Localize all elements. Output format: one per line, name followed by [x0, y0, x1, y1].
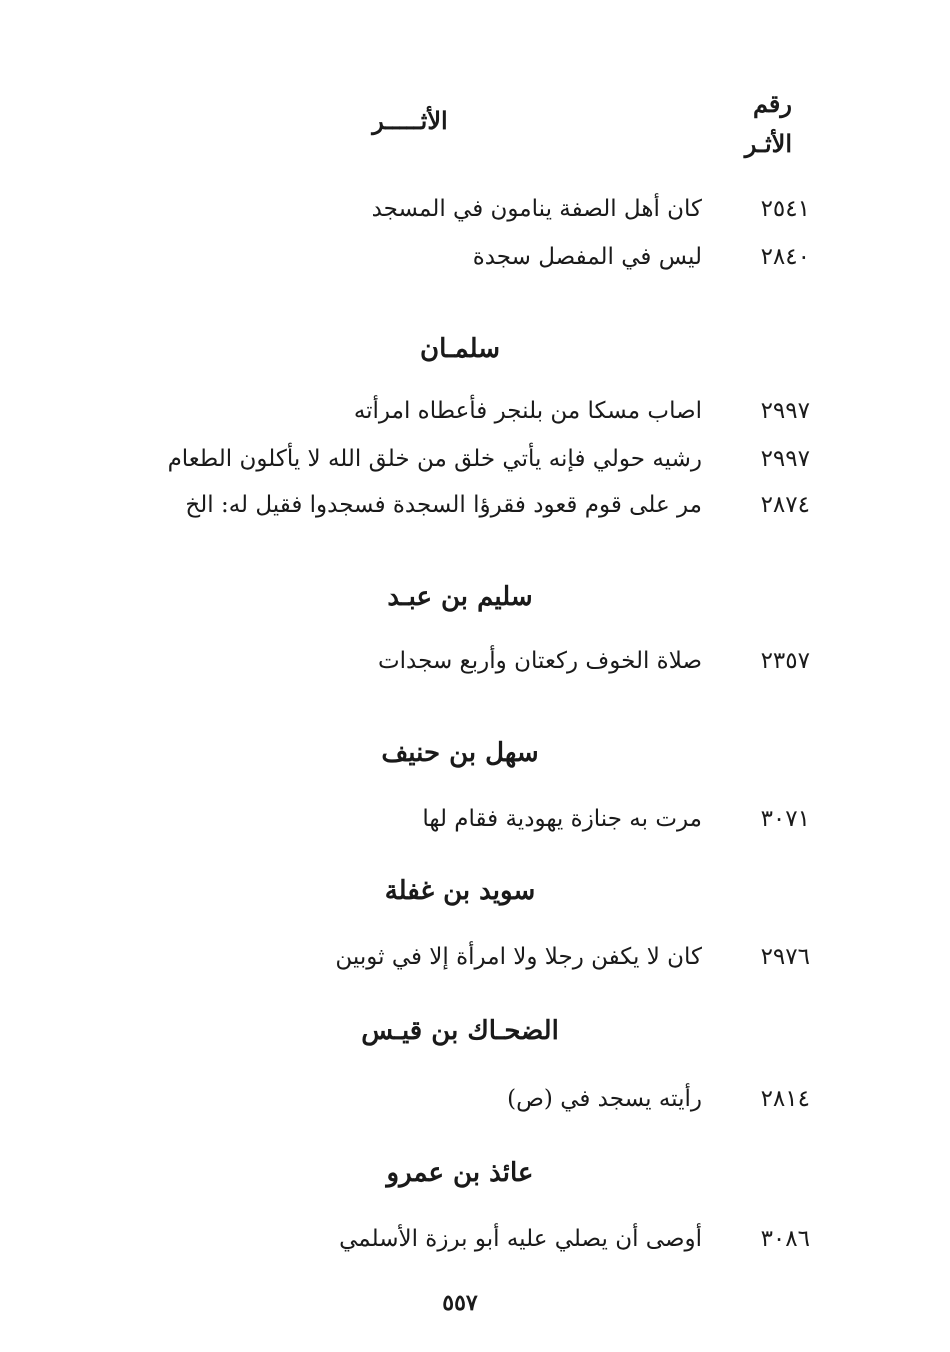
entry-text: صلاة الخوف ركعتان وأربع سجدات — [378, 648, 702, 674]
entry-text: كان أهل الصفة ينامون في المسجد — [371, 196, 702, 222]
entry-number: ٣٠٧١ — [760, 806, 810, 832]
entry-text: مر على قوم قعود فقرؤا السجدة فسجدوا فقيل له: الخ — [185, 492, 702, 518]
entry-number: ٢٣٥٧ — [760, 648, 810, 674]
entry-text: رشيه حولي فإنه يأتي خلق من خلق الله لا يأكلون الطعام — [167, 446, 702, 472]
section-heading: سلمـان — [419, 334, 501, 364]
section-heading: سليم بن عبـد — [387, 582, 533, 612]
section-heading: الضحـاك بن قيـس — [361, 1016, 559, 1046]
section-heading: سويد بن غفلة — [384, 876, 536, 906]
entry-number: ٣٠٨٦ — [760, 1226, 810, 1252]
entry-text: ليس في المفصل سجدة — [472, 244, 702, 270]
page-number: ٥٥٧ — [442, 1290, 478, 1316]
entry-number: ٢٨٧٤ — [760, 492, 810, 518]
list-item — [110, 1226, 810, 1266]
entry-text: رأيته يسجد في (ص) — [507, 1086, 702, 1112]
list-item — [110, 196, 810, 236]
entry-number: ٢٥٤١ — [760, 196, 810, 222]
list-item — [110, 944, 810, 984]
list-item — [110, 446, 810, 486]
entry-text: أوصى أن يصلي عليه أبو برزة الأسلمي — [339, 1226, 702, 1252]
entry-text: كان لا يكفن رجلا ولا امرأة إلا في ثوبين — [335, 944, 702, 970]
list-item — [110, 398, 810, 438]
list-item — [110, 244, 810, 284]
entry-number: ٢٨٤٠ — [760, 244, 810, 270]
entry-number: ٢٨١٤ — [760, 1086, 810, 1112]
list-item — [110, 1086, 810, 1126]
list-item — [110, 648, 810, 688]
entry-number: ٢٩٧٦ — [760, 944, 810, 970]
entry-text: مرت به جنازة يهودية فقام لها — [422, 806, 702, 832]
entry-text: اصاب مسكا من بلنجر فأعطاه امرأته — [353, 398, 702, 424]
list-item — [110, 806, 810, 846]
column-header-number-line2: الأثـر — [744, 129, 792, 158]
column-header-number — [712, 84, 792, 164]
column-header-number-line1: رقم — [752, 89, 792, 118]
entry-number: ٢٩٩٧ — [760, 398, 810, 424]
column-header-text: الأثـــــر — [372, 106, 448, 135]
section-heading: عائذ بن عمرو — [386, 1158, 534, 1188]
list-item — [110, 492, 810, 532]
entry-number: ٢٩٩٧ — [760, 446, 810, 472]
section-heading: سهل بن حنيف — [381, 738, 539, 768]
